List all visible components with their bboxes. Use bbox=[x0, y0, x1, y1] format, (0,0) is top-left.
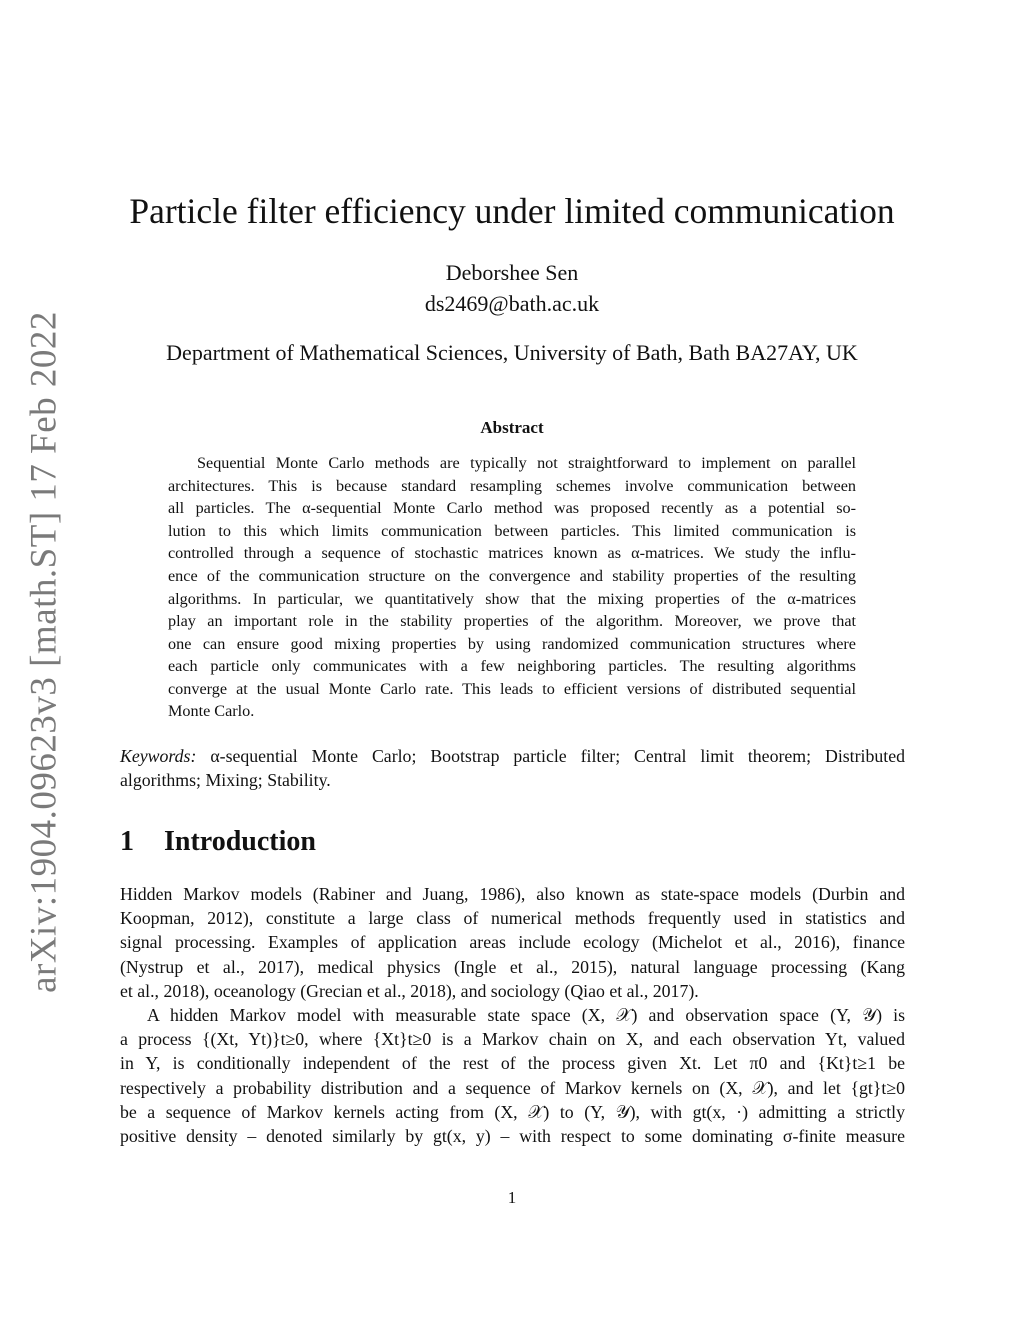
abstract-line: controlled through a sequence of stochastic matrices known as α-matrices. We study the influ- bbox=[168, 544, 856, 562]
abstract-line: ence of the communication structure on the convergence and stability properties of the resulting bbox=[168, 567, 856, 585]
abstract-line: all particles. The α-sequential Monte Carlo method was proposed recently as a potential so- bbox=[168, 499, 856, 517]
paragraph-line: positive density – denoted similarly by gt(x, y) – with respect to some dominating σ-finite measure bbox=[120, 1126, 905, 1146]
section-heading bbox=[120, 826, 316, 858]
author-name: Deborshee Sen bbox=[445, 260, 579, 285]
abstract-line: lution to this which limits communication between particles. This limited communication is bbox=[168, 522, 856, 540]
page-number: 1 bbox=[507, 1188, 517, 1207]
paragraph-line: be a sequence of Markov kernels acting from (X, 𝒳) to (Y, 𝒴), with gt(x, ·) admitting a strictly bbox=[120, 1102, 905, 1122]
arxiv-identifier-stamp: arXiv:1904.09623v3 [math.ST] 17 Feb 2022 bbox=[23, 311, 65, 993]
abstract-line: converge at the usual Monte Carlo rate. This leads to efficient versions of distributed sequential bbox=[168, 680, 856, 698]
author-email: ds2469@bath.ac.uk bbox=[424, 291, 600, 316]
keywords-line-2: algorithms; Mixing; Stability. bbox=[120, 770, 331, 790]
keywords-text: α-sequential Monte Carlo; Bootstrap particle filter; Central limit theorem; Distributed bbox=[210, 746, 905, 766]
abstract-line: play an important role in the stability properties of the algorithm. Moreover, we prove that bbox=[168, 612, 856, 630]
paragraph-line: et al., 2018), oceanology (Grecian et al., 2018), and sociology (Qiao et al., 2017). bbox=[120, 981, 699, 1001]
paragraph-line: (Nystrup et al., 2017), medical physics (Ingle et al., 2015), natural language processing (Kang bbox=[120, 957, 905, 977]
abstract-line: one can ensure good mixing properties by using randomized communication structures where bbox=[168, 635, 856, 653]
section-number: 1 bbox=[120, 826, 134, 857]
section-title: Introduction bbox=[164, 826, 316, 857]
abstract-line: Sequential Monte Carlo methods are typically not straightforward to implement on parallel bbox=[197, 454, 856, 472]
paragraph-line: Hidden Markov models (Rabiner and Juang, 1986), also known as state-space models (Durbin and bbox=[120, 884, 905, 904]
author-affiliation: Department of Mathematical Sciences, University of Bath, Bath BA27AY, UK bbox=[166, 340, 858, 365]
keywords-line bbox=[120, 744, 905, 768]
abstract-line: algorithms. In particular, we quantitatively show that the mixing properties of the α-matrices bbox=[168, 590, 856, 608]
keywords-label: Keywords: bbox=[120, 746, 197, 766]
paper-title: Particle filter efficiency under limited communication bbox=[129, 191, 895, 231]
paragraph-line: A hidden Markov model with measurable state space (X, 𝒳) and observation space (Y, 𝒴) is bbox=[147, 1005, 905, 1025]
paragraph-line: respectively a probability distribution and a sequence of Markov kernels on (X, 𝒳), and let {gt}t≥0 bbox=[120, 1078, 905, 1098]
abstract-line: Monte Carlo. bbox=[168, 702, 255, 720]
abstract-line: each particle only communicates with a few neighboring particles. The resulting algorithms bbox=[168, 657, 856, 675]
paragraph-line: in Y, is conditionally independent of the rest of the process given Xt. Let π0 and {Kt}t≥1 be bbox=[120, 1053, 905, 1073]
paragraph-line: a process {(Xt, Yt)}t≥0, where {Xt}t≥0 is a Markov chain on X, and each observation Yt, valued bbox=[120, 1029, 905, 1049]
paragraph-line: signal processing. Examples of application areas include ecology (Michelot et al., 2016), finance bbox=[120, 932, 905, 952]
abstract-heading: Abstract bbox=[480, 418, 544, 437]
paragraph-line: Koopman, 2012), constitute a large class of numerical methods frequently used in statistics and bbox=[120, 908, 905, 928]
abstract-line: architectures. This is because standard resampling schemes involve communication between bbox=[168, 477, 856, 495]
